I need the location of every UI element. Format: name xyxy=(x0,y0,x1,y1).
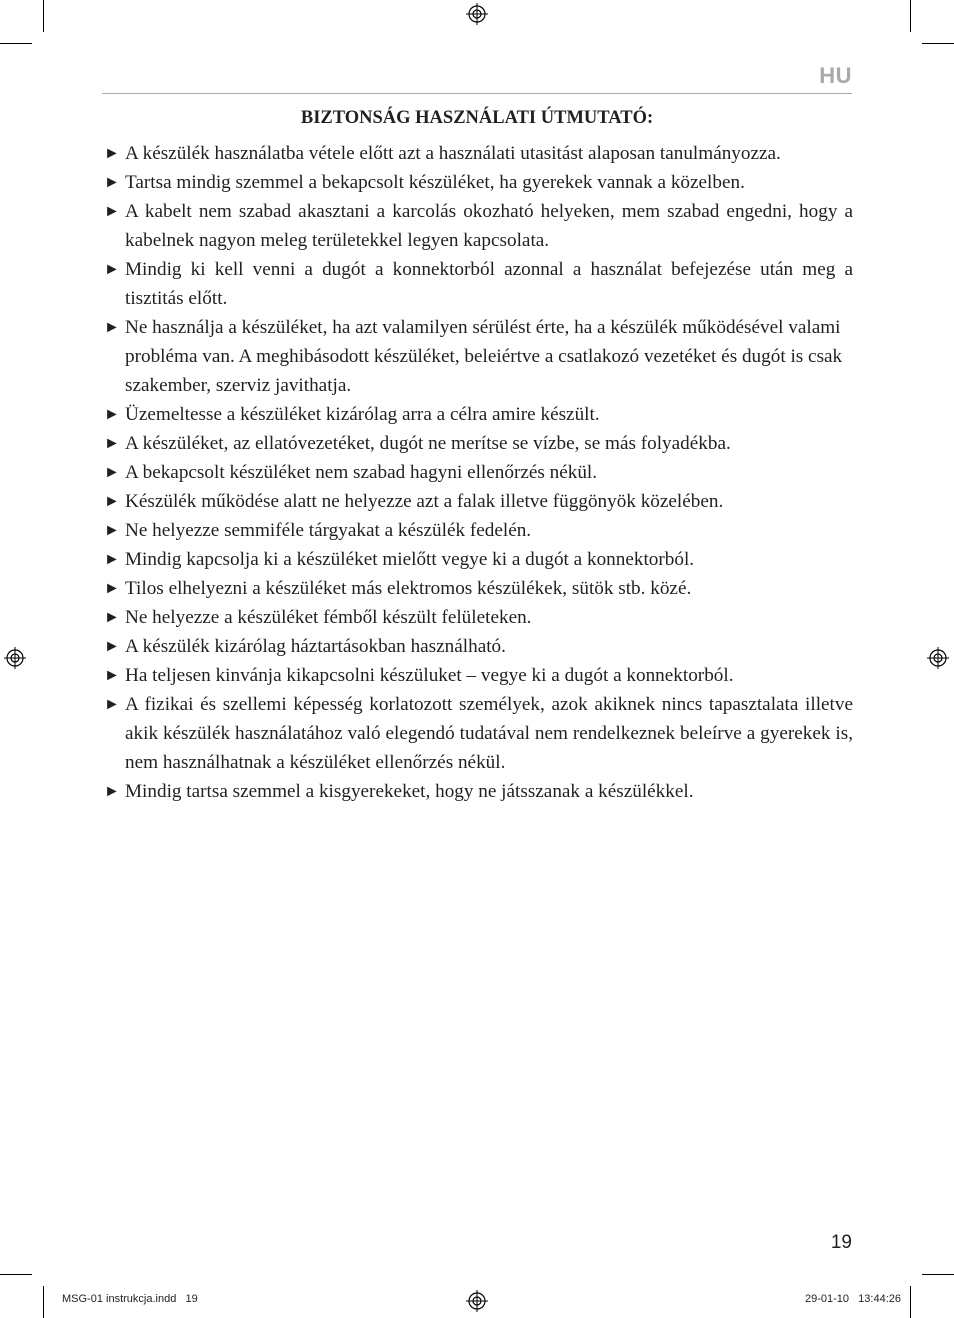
bullet-arrow-icon: ► xyxy=(104,667,120,684)
list-item-text: A kabelt nem szabad akasztani a karcolás okozható helyeken, mem szabad engedni, hogy a kabelnek nagyon meleg területekkel legyen kapcsolata. xyxy=(125,201,853,251)
crop-mark-top-right-horizontal xyxy=(922,43,954,44)
list-item-text: Üzemeltesse a készüléket kizárólag arra a célra amire készült. xyxy=(125,404,600,425)
bullet-arrow-icon: ► xyxy=(104,174,120,191)
crop-mark-bottom-left-horizontal xyxy=(0,1274,32,1275)
bullet-arrow-icon: ► xyxy=(104,783,120,800)
crop-mark-top-left-horizontal xyxy=(0,43,32,44)
bullet-arrow-icon: ► xyxy=(104,638,120,655)
page-title: BIZTONSÁG HASZNÁLATI ÚTMUTATÓ: xyxy=(300,108,654,128)
list-item-text: A készülék használatba vétele előtt azt a használati utasitást alaposan tanulmányozza. xyxy=(125,143,781,164)
page-number: 19 xyxy=(830,1232,852,1253)
slug-file-info: MSG-01 instrukcja.indd 19 xyxy=(62,1293,198,1305)
language-code: HU xyxy=(819,63,852,88)
list-item xyxy=(104,168,853,197)
list-item-text: Tilos elhelyezni a készüléket más elektromos készülékek, sütök stb. közé. xyxy=(125,578,692,599)
bullet-arrow-icon: ► xyxy=(104,609,120,626)
bullet-arrow-icon: ► xyxy=(104,406,120,423)
bullet-arrow-icon: ► xyxy=(104,522,120,539)
registration-mark-right-icon xyxy=(927,647,949,669)
bullet-arrow-icon: ► xyxy=(104,203,120,220)
list-item xyxy=(104,255,853,313)
list-item-text: Mindig kapcsolja ki a készüléket mielőtt vegye ki a dugót a konnektorból. xyxy=(125,549,695,570)
list-item xyxy=(104,429,853,458)
registration-mark-top-icon xyxy=(466,3,488,25)
list-item xyxy=(104,487,853,516)
list-item-text: A bekapcsolt készüléket nem szabad hagyni ellenőrzés nékül. xyxy=(125,462,598,483)
list-item-text: A fizikai és szellemi képesség korlatozott személyek, azok akiknek nincs tapasztalata illetve akik készülék használatához való elegendó tudatával nem rendelkeznek beleírve a gyerekek is, nem használhatnak a készüléket ellenőrzés nékül. xyxy=(125,694,853,773)
list-item xyxy=(104,574,853,603)
bullet-arrow-icon: ► xyxy=(104,145,120,162)
list-item xyxy=(104,545,853,574)
list-item-text: Tartsa mindig szemmel a bekapcsolt készüléket, ha gyerekek vannak a közelben. xyxy=(125,172,745,193)
bullet-arrow-icon: ► xyxy=(104,435,120,452)
bullet-arrow-icon: ► xyxy=(104,464,120,481)
bullet-arrow-icon: ► xyxy=(104,580,120,597)
registration-mark-bottom-icon xyxy=(466,1290,488,1312)
list-item xyxy=(104,661,853,690)
list-item-text: Ha teljesen kinvánja kikapcsolni készüluket – vegye ki a dugót a konnektorból. xyxy=(125,665,734,686)
list-item-text: A készülék kizárólag háztartásokban használható. xyxy=(125,636,506,657)
bullet-arrow-icon: ► xyxy=(104,261,120,278)
registration-mark-left-icon xyxy=(4,647,26,669)
list-item xyxy=(104,139,853,168)
list-item-text: Ne használja a készüléket, ha azt valamilyen sérülést érte, ha a készülék működésével valami probléma van. A meghibásodott készüléket, beleiértve a csatlakozó vezetéket és dugót is csak szakember, szerviz javithatja. xyxy=(125,317,843,396)
list-item xyxy=(104,690,853,777)
crop-mark-top-right-vertical xyxy=(910,0,911,32)
list-item xyxy=(104,516,853,545)
crop-mark-top-left-vertical xyxy=(43,0,44,32)
crop-mark-bottom-right-horizontal xyxy=(922,1274,954,1275)
list-item xyxy=(104,197,853,255)
list-item-text: Mindig tartsa szemmel a kisgyerekeket, hogy ne játsszanak a készülékkel. xyxy=(125,781,694,802)
list-item xyxy=(104,603,853,632)
list-item xyxy=(104,632,853,661)
bullet-arrow-icon: ► xyxy=(104,493,120,510)
bullet-arrow-icon: ► xyxy=(104,319,120,336)
list-item-text: Ne helyezze a készüléket fémből készült felületeken. xyxy=(125,607,532,628)
list-item-text: Ne helyezze semmiféle tárgyakat a készülék fedelén. xyxy=(125,520,532,541)
bullet-arrow-icon: ► xyxy=(104,696,120,713)
list-item xyxy=(104,313,853,400)
crop-mark-bottom-right-vertical xyxy=(910,1286,911,1318)
list-item-text: A készüléket, az ellatóvezetéket, dugót ne merítse se vízbe, se más folyadékba. xyxy=(125,433,731,454)
list-item xyxy=(104,458,853,487)
list-item-text: Készülék működése alatt ne helyezze azt a falak illetve függönyök közelében. xyxy=(125,491,724,512)
list-item xyxy=(104,400,853,429)
crop-mark-bottom-left-vertical xyxy=(43,1286,44,1318)
safety-instructions-list xyxy=(104,139,853,806)
list-item xyxy=(104,777,853,806)
slug-datetime: 29-01-10 13:44:26 xyxy=(804,1293,901,1305)
list-item-text: Mindig ki kell venni a dugót a konnektorból azonnal a használat befejezése után meg a tisztitás előtt. xyxy=(125,259,853,309)
header-rule xyxy=(102,93,852,94)
bullet-arrow-icon: ► xyxy=(104,551,120,568)
